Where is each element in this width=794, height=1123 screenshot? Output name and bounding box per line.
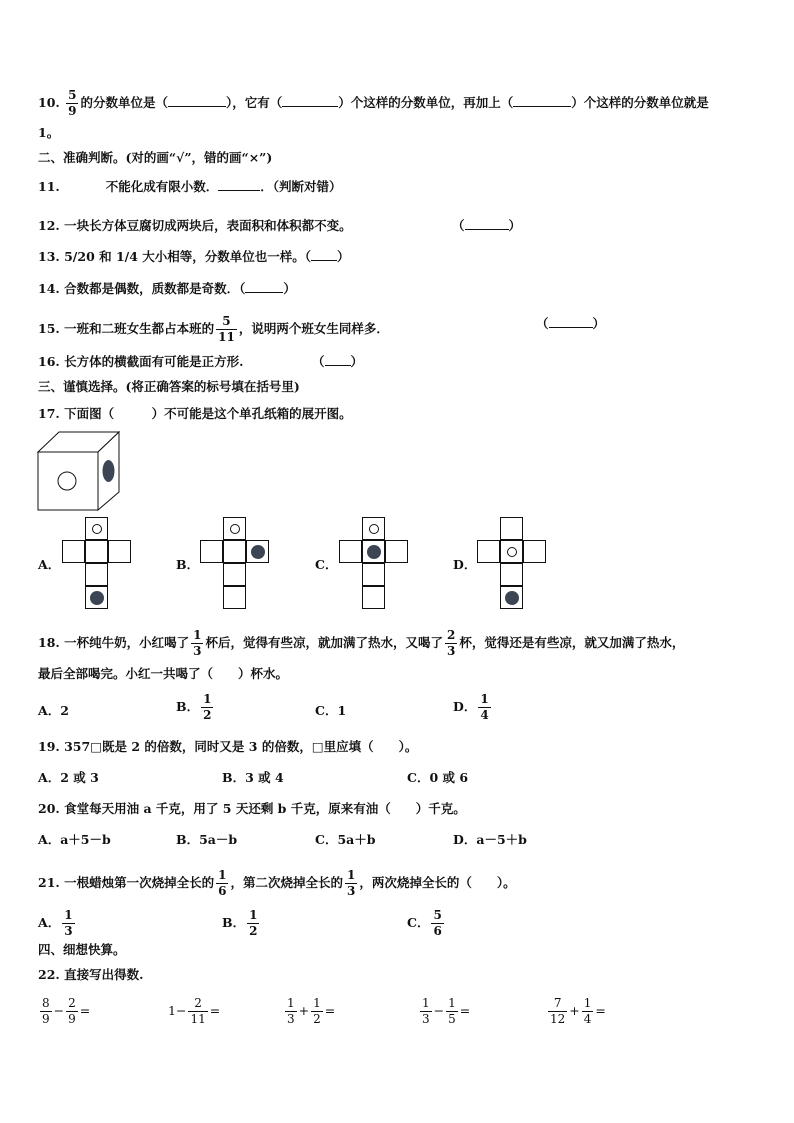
q19-option-b[interactable]: B．3 或 4 xyxy=(222,770,284,785)
q16-blank[interactable] xyxy=(325,365,351,366)
filled-circle-icon xyxy=(505,591,519,605)
q22-expr-4: $\frac{1}{3}$ − $\frac{1}{5}$ = xyxy=(422,996,471,1026)
q19-line: 19. 357□既是 2 的倍数，同时又是 3 的倍数，□里应填（ ）。 xyxy=(38,739,418,754)
q11-line: 11. 不能化成有限小数． ．（判断对错） xyxy=(38,179,342,194)
q22-expr-3: $\frac{1}{3}$ + $\frac{1}{2}$ = xyxy=(287,996,336,1026)
q18-line-2: 最后全部喝完。小红一共喝了（ ）杯水。 xyxy=(38,666,289,681)
q12-line: 12. 一块长方体豆腐切成两块后，表面积和体积都不变。 xyxy=(38,218,352,233)
q16-answer-paren: （ ） xyxy=(312,354,364,369)
hole-icon xyxy=(369,524,379,534)
q14-blank[interactable] xyxy=(245,292,283,293)
net-d xyxy=(477,517,547,610)
q16-line: 16. 长方体的横截面有可能是正方形. xyxy=(38,354,244,369)
q17-option-b[interactable]: B． xyxy=(176,557,200,572)
q18-option-c[interactable]: C．1 xyxy=(315,703,347,718)
cube-diagram xyxy=(36,430,122,512)
q15-answer-paren: （ ） xyxy=(536,316,606,331)
q15-fraction: $\frac{5}{11}$ xyxy=(218,314,235,344)
q15-line: 15. 一班和二班女生都占本班的 $\frac{5}{11}$ ，说明两个班女生同样多． xyxy=(38,314,389,344)
q18-option-d[interactable]: D． $\frac{1}{4}$ xyxy=(453,692,489,722)
q15-blank[interactable] xyxy=(549,327,593,328)
q17-option-c[interactable]: C． xyxy=(315,557,338,572)
q18-line: 18. 一杯纯牛奶，小红喝了 $\frac{1}{3}$ 杯后，觉得有些凉，就加满了热水，又喝了 $\frac{2}{3}$ 杯，觉得还是有些凉，就又加满了热水， xyxy=(38,628,685,658)
q10-blank-1[interactable] xyxy=(168,106,226,107)
q14-line: 14. 合数都是偶数，质数都是奇数．（ ） xyxy=(38,281,296,296)
hole-icon xyxy=(92,524,102,534)
q20-line: 20. 食堂每天用油 a 千克，用了 5 天还剩 b 千克，原来有油（ ）千克。 xyxy=(38,801,466,816)
q10-number: 10. xyxy=(38,95,60,110)
filled-circle-icon xyxy=(251,545,265,559)
q17-line: 17. 下面图（ ）不可能是这个单孔纸箱的展开图。 xyxy=(38,406,352,421)
section-3-title: 三、谨慎选择。(将正确答案的标号填在括号里) xyxy=(38,379,300,394)
q20-option-c[interactable]: C．5a＋b xyxy=(315,832,376,847)
q20-option-d[interactable]: D．a－5＋b xyxy=(453,832,527,847)
q11-blank[interactable] xyxy=(218,190,260,191)
section-4-title: 四、细想快算。 xyxy=(38,942,126,957)
q22-expr-2: 1− $\frac{2}{11}$ = xyxy=(168,996,221,1026)
q21-option-c[interactable]: C． $\frac{5}{6}$ xyxy=(407,908,442,938)
q12-answer-paren: （ ） xyxy=(452,218,522,233)
q10-blank-3[interactable] xyxy=(513,106,571,107)
q10-blank-2[interactable] xyxy=(282,106,338,107)
hole-icon xyxy=(507,547,517,557)
q10-line-2: 1。 xyxy=(38,125,60,140)
q19-option-c[interactable]: C．0 或 6 xyxy=(407,770,469,785)
net-a xyxy=(62,517,132,610)
q21-option-a[interactable]: A． $\frac{1}{3}$ xyxy=(38,908,73,938)
filled-circle-icon xyxy=(367,545,381,559)
net-c xyxy=(339,517,409,610)
q22-line: 22. 直接写出得数. xyxy=(38,967,144,982)
q13-line: 13. 5/20 和 1/4 大小相等，分数单位也一样。（ ） xyxy=(38,249,350,264)
q10-fraction: $\frac{5}{9}$ xyxy=(68,88,77,118)
q17-option-d[interactable]: D． xyxy=(453,557,477,572)
q22-expr-1: $\frac{8}{9}$ − $\frac{2}{9}$ = xyxy=(42,996,91,1026)
q22-expr-5: $\frac{7}{12}$ + $\frac{1}{4}$ = xyxy=(550,996,606,1026)
q10-line: 10. $\frac{5}{9}$ 的分数单位是（ ），它有（ ）个这样的分数单位，再加上（ ）个这样的分数单位就是 xyxy=(38,88,709,118)
section-2-title: 二、准确判断。(对的画“√”，错的画“×”) xyxy=(38,150,273,165)
q21-option-b[interactable]: B． $\frac{1}{2}$ xyxy=(222,908,258,938)
q13-blank[interactable] xyxy=(311,260,337,261)
hole-icon xyxy=(230,524,240,534)
filled-circle-icon xyxy=(90,591,104,605)
q20-option-b[interactable]: B．5a－b xyxy=(176,832,238,847)
q18-option-b[interactable]: B． $\frac{1}{2}$ xyxy=(176,692,212,722)
q17-option-a[interactable]: A． xyxy=(38,557,61,572)
q12-blank[interactable] xyxy=(465,229,509,230)
net-b xyxy=(200,517,270,610)
q18-option-a[interactable]: A．2 xyxy=(38,703,69,718)
q21-line: 21. 一根蜡烛第一次烧掉全长的 $\frac{1}{6}$ ，第二次烧掉全长的 $\frac{1}{3}$ ，两次烧掉全长的（ ）。 xyxy=(38,868,516,898)
q19-option-a[interactable]: A．2 或 3 xyxy=(38,770,99,785)
q20-option-a[interactable]: A．a＋5－b xyxy=(38,832,111,847)
